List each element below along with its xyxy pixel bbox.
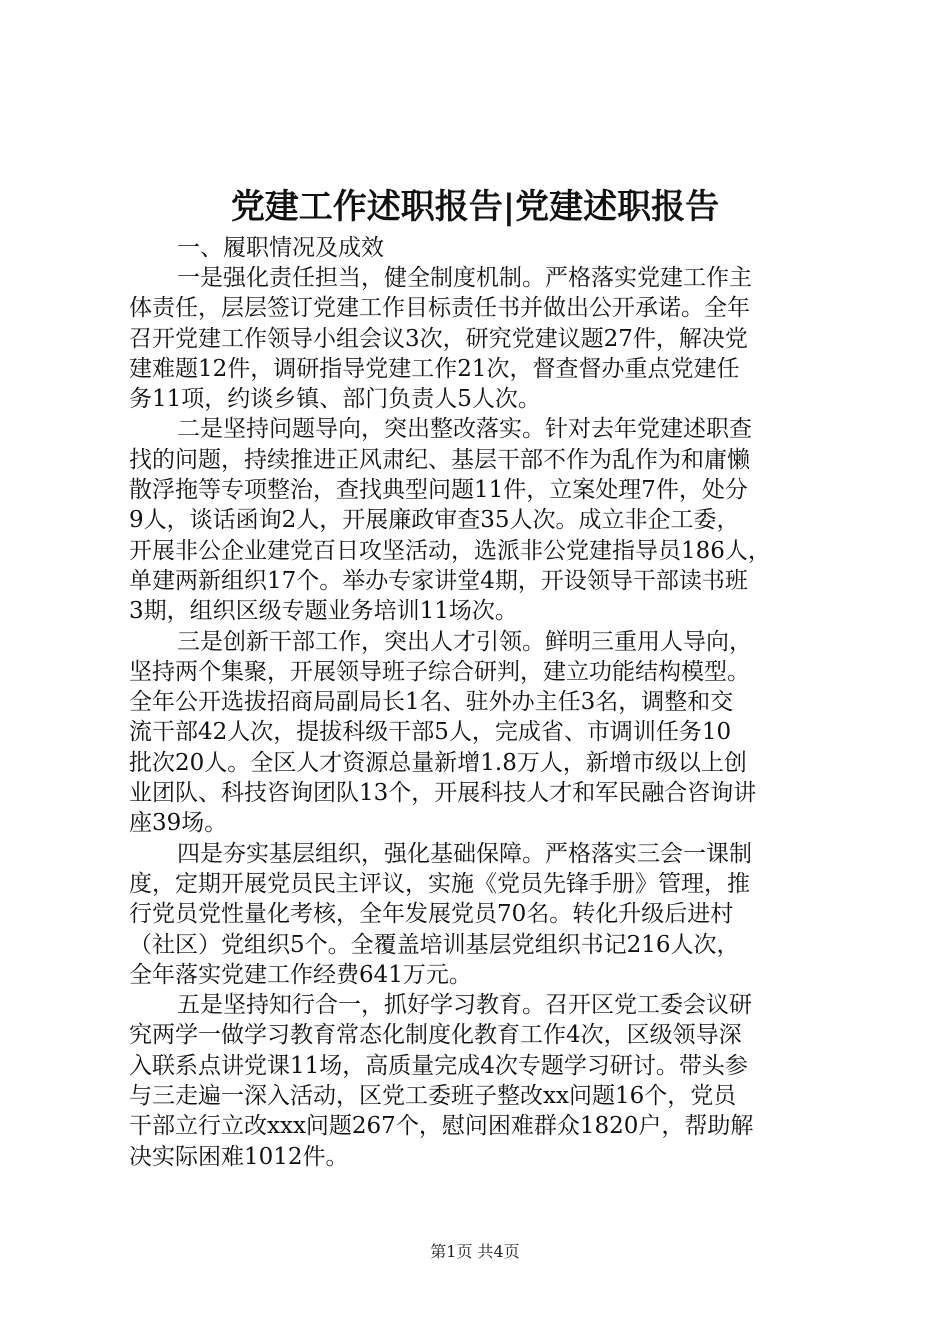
paragraph-line: 坚持两个集聚，开展领导班子综合研判，建立功能结构模型。 [129,658,750,685]
paragraph-line: 散浮拖等专项整治，查找典型问题11件，立案处理7件，处分 [129,477,748,504]
paragraph-3 [129,627,829,839]
paragraph-line: 座39场。 [129,810,228,837]
paragraph-line: 与三走遍一深入活动，区党工委班子整改xx问题16个，党员 [129,1083,737,1110]
paragraph-2 [129,414,829,626]
paragraph-line: 3期，组织区级专题业务培训11场次。 [129,598,518,625]
paragraph-line: 三是创新干部工作，突出人才引领。鲜明三重用人导向， [177,628,752,655]
paragraph-line: 入联系点讲党课11场，高质量完成4次专题学习研讨。带头参 [129,1052,748,1079]
paragraph-line: 流干部42人次，提拔科级干部5人，完成省、市调训任务10 [129,719,732,746]
paragraph-line: 度，定期开展党员民主评议，实施《党员先锋手册》管理，推 [129,870,750,897]
paragraph-line: 建难题12件，调研指导党建工作21次，督查督办重点党建任 [129,355,740,382]
paragraph-line: 找的问题，持续推进正风肃纪、基层干部不作为乱作为和庸懒 [129,446,750,473]
paragraph-line: 单建两新组织17个。举办专家讲堂4期，开设领导干部读书班 [129,567,748,594]
paragraph-line: 批次20人。全区人才资源总量新增1.8万人，新增市级以上创 [129,749,747,776]
paragraph-line: 四是夯实基层组织，强化基础保障。严格落实三会一课制 [177,840,752,867]
paragraph-line: 五是坚持知行合一，抓好学习教育。召开区党工委会议研 [177,992,752,1019]
paragraph-line: 二是坚持问题导向，突出整改落实。针对去年党建述职查 [177,416,752,443]
paragraph-line: 干部立行立改xxx问题267个，慰问困难群众1820户，帮助解 [129,1113,754,1140]
paragraph-line: 全年落实党建工作经费641万元。 [129,961,472,988]
paragraph-4 [129,839,829,990]
section-heading: 一、履职情况及成效 [177,235,384,261]
paragraph-5 [129,990,829,1172]
paragraph-line: 究两学一做学习教育常态化制度化教育工作4次，区级领导深 [129,1022,742,1049]
paragraph-1 [129,263,829,414]
paragraph-line: 召开党建工作领导小组会议3次，研究党建议题27件，解决党 [129,325,748,352]
paragraph-line: 行党员党性量化考核，全年发展党员70名。转化升级后进村 [129,901,734,928]
paragraph-line: 一是强化责任担当，健全制度机制。严格落实党建工作主 [177,265,752,291]
paragraph-line: 决实际困难1012件。 [129,1143,349,1170]
page-footer: 第1页 共4页 [430,1242,520,1261]
paragraph-line: 务11项，约谈乡镇、部门负责人5人次。 [129,386,541,413]
paragraph-line: 全年公开选拔招商局副局长1名、驻外办主任3名，调整和交 [129,689,734,716]
paragraph-line: 开展非公企业建党百日攻坚活动，选派非公党建指导员186人， [129,537,771,564]
document-body [129,233,829,1172]
document-title: 党建工作述职报告|党建述职报告 [230,187,720,227]
paragraph-line: （社区）党组织5个。全覆盖培训基层党组织书记216人次， [129,931,740,958]
paragraph-line: 体责任，层层签订党建工作目标责任书并做出公开承诺。全年 [129,295,750,322]
paragraph-line: 9人，谈话函询2人，开展廉政审查35人次。成立非企工委， [129,507,740,534]
paragraph-line: 业团队、科技咨询团队13个，开展科技人才和军民融合咨询讲 [129,780,757,807]
